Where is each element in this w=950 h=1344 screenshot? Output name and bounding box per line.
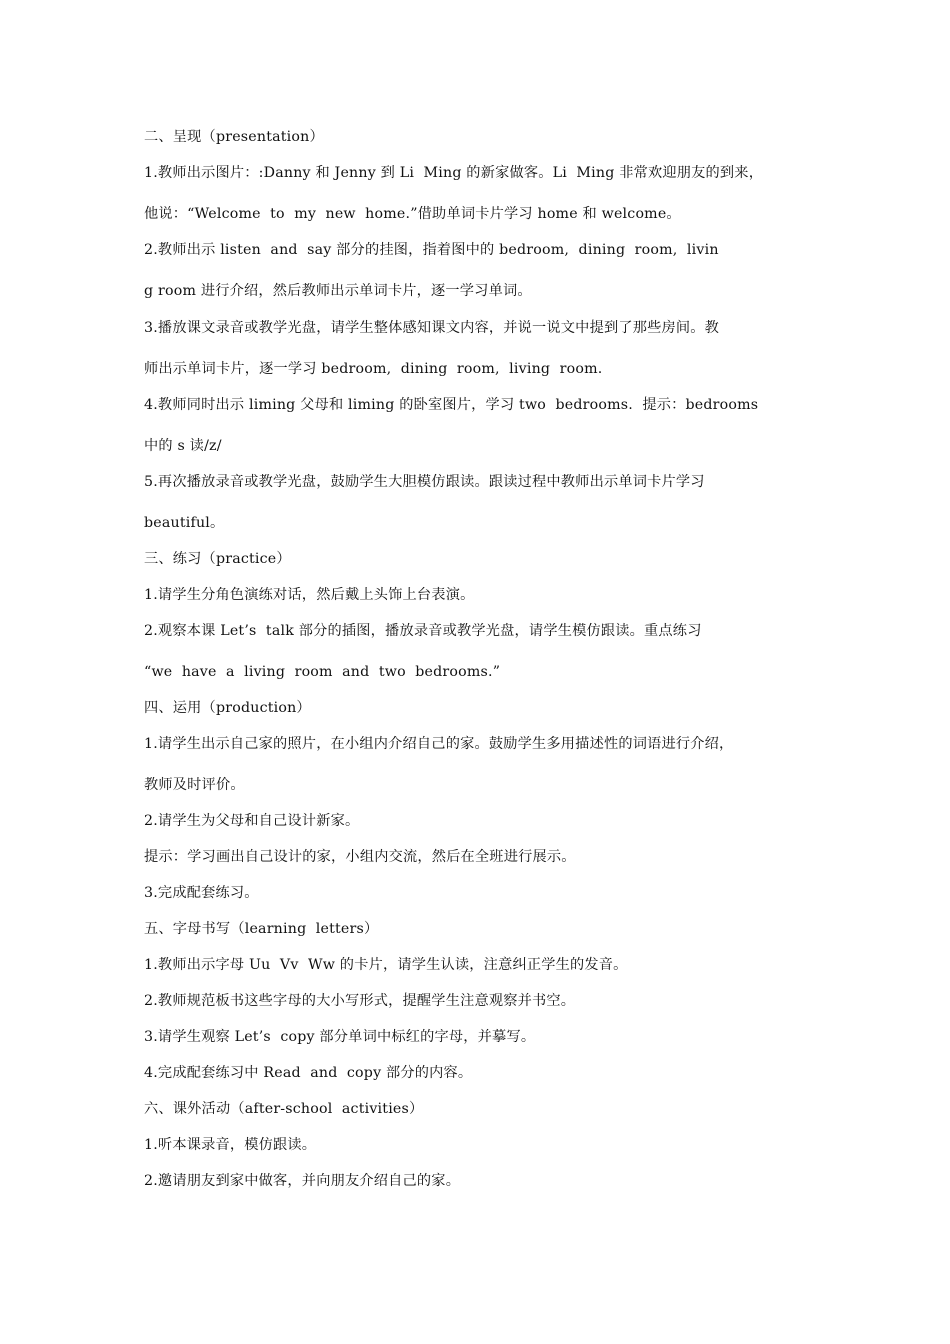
heading-production: 四、运用（production）: [144, 700, 311, 716]
paragraph-line: 1.教师出示图片：:Danny 和 Jenny 到 Li Ming 的新家做客。Li Ming 非常欢迎朋友的到来，: [144, 165, 764, 181]
heading-after-school-activities: 六、课外活动（after-school activities）: [144, 1101, 424, 1117]
paragraph-line: 1.教师出示字母 Uu Vv Ww 的卡片，请学生认读，注意纠正学生的发音。: [144, 957, 628, 973]
paragraph-line: 师出示单词卡片，逐一学习 bedroom, dining room, living room.: [144, 361, 603, 377]
paragraph-line: 提示：学习画出自己设计的家，小组内交流，然后在全班进行展示。: [144, 849, 576, 865]
paragraph-line: 2.教师规范板书这些字母的大小写形式，提醒学生注意观察并书空。: [144, 993, 576, 1009]
paragraph-line: 中的 s 读/z/: [144, 438, 222, 454]
paragraph-line: 5.再次播放录音或教学光盘，鼓励学生大胆模仿跟读。跟读过程中教师出示单词卡片学习: [144, 474, 705, 490]
paragraph-line: 1.请学生出示自己家的照片，在小组内介绍自己的家。鼓励学生多用描述性的词语进行介绍，: [144, 736, 734, 752]
heading-presentation: 二、呈现（presentation）: [144, 129, 324, 145]
paragraph-line: g room 进行介绍，然后教师出示单词卡片，逐一学习单词。: [144, 283, 532, 299]
paragraph-line: 4.教师同时出示 liming 父母和 liming 的卧室图片，学习 two bedrooms. 提示：bedrooms: [144, 397, 759, 413]
paragraph-line: “we have a living room and two bedrooms.”: [144, 664, 501, 680]
heading-practice: 三、练习（practice）: [144, 551, 291, 567]
paragraph-line: 3.完成配套练习。: [144, 885, 259, 901]
paragraph-line: 4.完成配套练习中 Read and copy 部分的内容。: [144, 1065, 473, 1081]
heading-learning-letters: 五、字母书写（learning letters）: [144, 921, 379, 937]
paragraph-line: 教师及时评价。: [144, 777, 245, 793]
paragraph-line: 1.请学生分角色演练对话，然后戴上头饰上台表演。: [144, 587, 475, 603]
paragraph-line: 2.教师出示 listen and say 部分的挂图，指着图中的 bedroom, dining room, livin: [144, 242, 719, 258]
paragraph-line: 1.听本课录音，模仿跟读。: [144, 1137, 317, 1153]
paragraph-line: 3.请学生观察 Let’s copy 部分单词中标红的字母，并摹写。: [144, 1029, 536, 1045]
paragraph-line: beautiful。: [144, 515, 225, 531]
paragraph-line: 2.请学生为父母和自己设计新家。: [144, 813, 360, 829]
paragraph-line: 他说：“Welcome to my new home.”借助单词卡片学习 home 和 welcome。: [144, 206, 681, 222]
paragraph-line: 2.观察本课 Let’s talk 部分的插图，播放录音或教学光盘，请学生模仿跟读。重点练习: [144, 623, 702, 639]
paragraph-line: 2.邀请朋友到家中做客，并向朋友介绍自己的家。: [144, 1173, 461, 1189]
paragraph-line: 3.播放课文录音或教学光盘，请学生整体感知课文内容，并说一说文中提到了那些房间。教: [144, 320, 720, 336]
